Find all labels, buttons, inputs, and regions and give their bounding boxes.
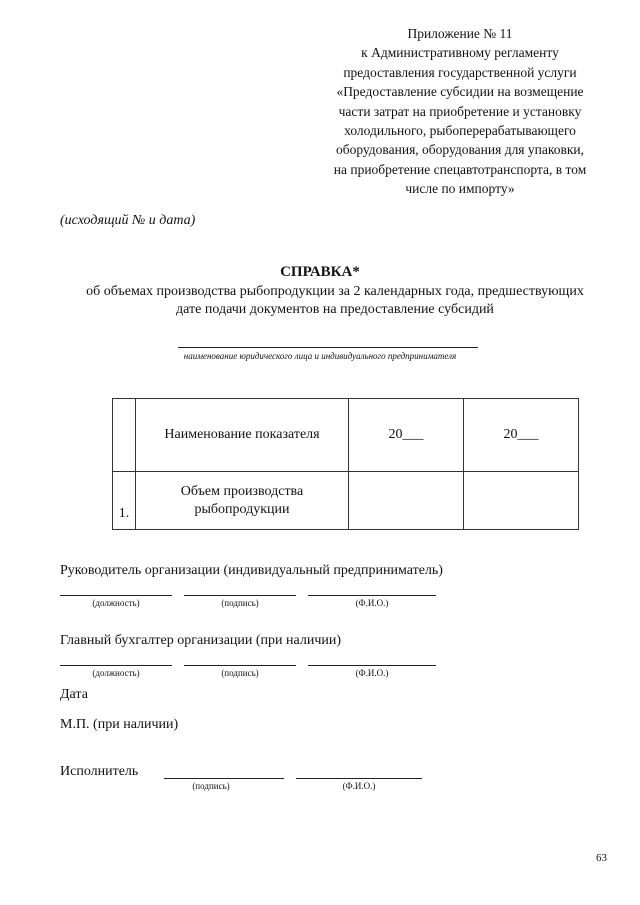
table-row	[113, 472, 579, 530]
executor-fullname-caption: (Ф.И.О.)	[342, 781, 376, 791]
header-cell-number	[113, 399, 136, 472]
accountant-position-line	[60, 665, 172, 666]
appendix-line: оборудования, оборудования для упаковки,	[335, 142, 585, 158]
head-position-line	[60, 595, 172, 596]
row-indicator-name	[136, 472, 349, 530]
production-volume-table	[112, 398, 579, 530]
row-year2-value	[464, 472, 579, 530]
outgoing-number-date: (исходящий № и дата)	[60, 213, 196, 228]
page-number: 63	[596, 852, 607, 864]
executor-signature-caption: (подпись)	[192, 781, 230, 791]
appendix-line: на приобретение спецавтотранспорта, в том	[333, 161, 587, 177]
accountant-fullname-caption: (Ф.И.О.)	[355, 668, 389, 678]
appendix-line: к Административному регламенту	[361, 45, 559, 61]
executor-label: Исполнитель	[60, 764, 139, 779]
accountant-signature-title: Главный бухгалтер организации (при наличии)	[60, 633, 342, 648]
header-cell-year1: 20___	[349, 399, 464, 472]
head-position-caption: (должность)	[92, 598, 140, 608]
row-indicator-line: рыбопродукции	[194, 501, 290, 517]
subtitle-line: об объемах производства рыбопродукции за 2 календарных года, предшествующих	[86, 284, 584, 299]
executor-fullname-line	[296, 778, 422, 779]
accountant-fullname-line	[308, 665, 436, 666]
appendix-line: числе по импорту»	[405, 181, 515, 197]
accountant-position-caption: (должность)	[92, 668, 140, 678]
date-label: Дата	[60, 687, 88, 702]
accountant-signature-line	[184, 665, 296, 666]
appendix-line: предоставления государственной услуги	[343, 64, 577, 80]
accountant-signature-caption: (подпись)	[221, 668, 259, 678]
row-number: 1.	[113, 472, 136, 530]
document-subtitle	[40, 283, 630, 319]
head-signature-title: Руководитель организации (индивидуальный предприниматель)	[60, 563, 443, 578]
appendix-line: Приложение № 11	[407, 26, 513, 41]
appendix-line: холодильного, рыбоперерабатывающего	[344, 123, 576, 139]
head-signature-line	[184, 595, 296, 596]
appendix-header	[300, 24, 620, 199]
header-cell-year2: 20___	[464, 399, 579, 472]
row-year1-value	[349, 472, 464, 530]
organization-name-caption: наименование юридического лица и индивидуального предпринимателя	[183, 351, 457, 361]
document-title: СПРАВКА*	[280, 264, 360, 280]
subtitle-line: дате подачи документов на предоставление субсидий	[176, 302, 494, 317]
head-fullname-line	[308, 595, 436, 596]
head-signature-caption: (подпись)	[221, 598, 259, 608]
appendix-line: «Предоставление субсидии на возмещение	[336, 84, 584, 100]
stamp-label: М.П. (при наличии)	[60, 717, 179, 732]
head-fullname-caption: (Ф.И.О.)	[355, 598, 389, 608]
appendix-line: части затрат на приобретение и установку	[338, 103, 582, 119]
table-header-row	[113, 399, 579, 472]
header-cell-indicator: Наименование показателя	[136, 399, 349, 472]
organization-name-line	[178, 347, 478, 348]
row-indicator-line: Объем производства	[180, 483, 304, 499]
executor-signature-line	[164, 778, 284, 779]
